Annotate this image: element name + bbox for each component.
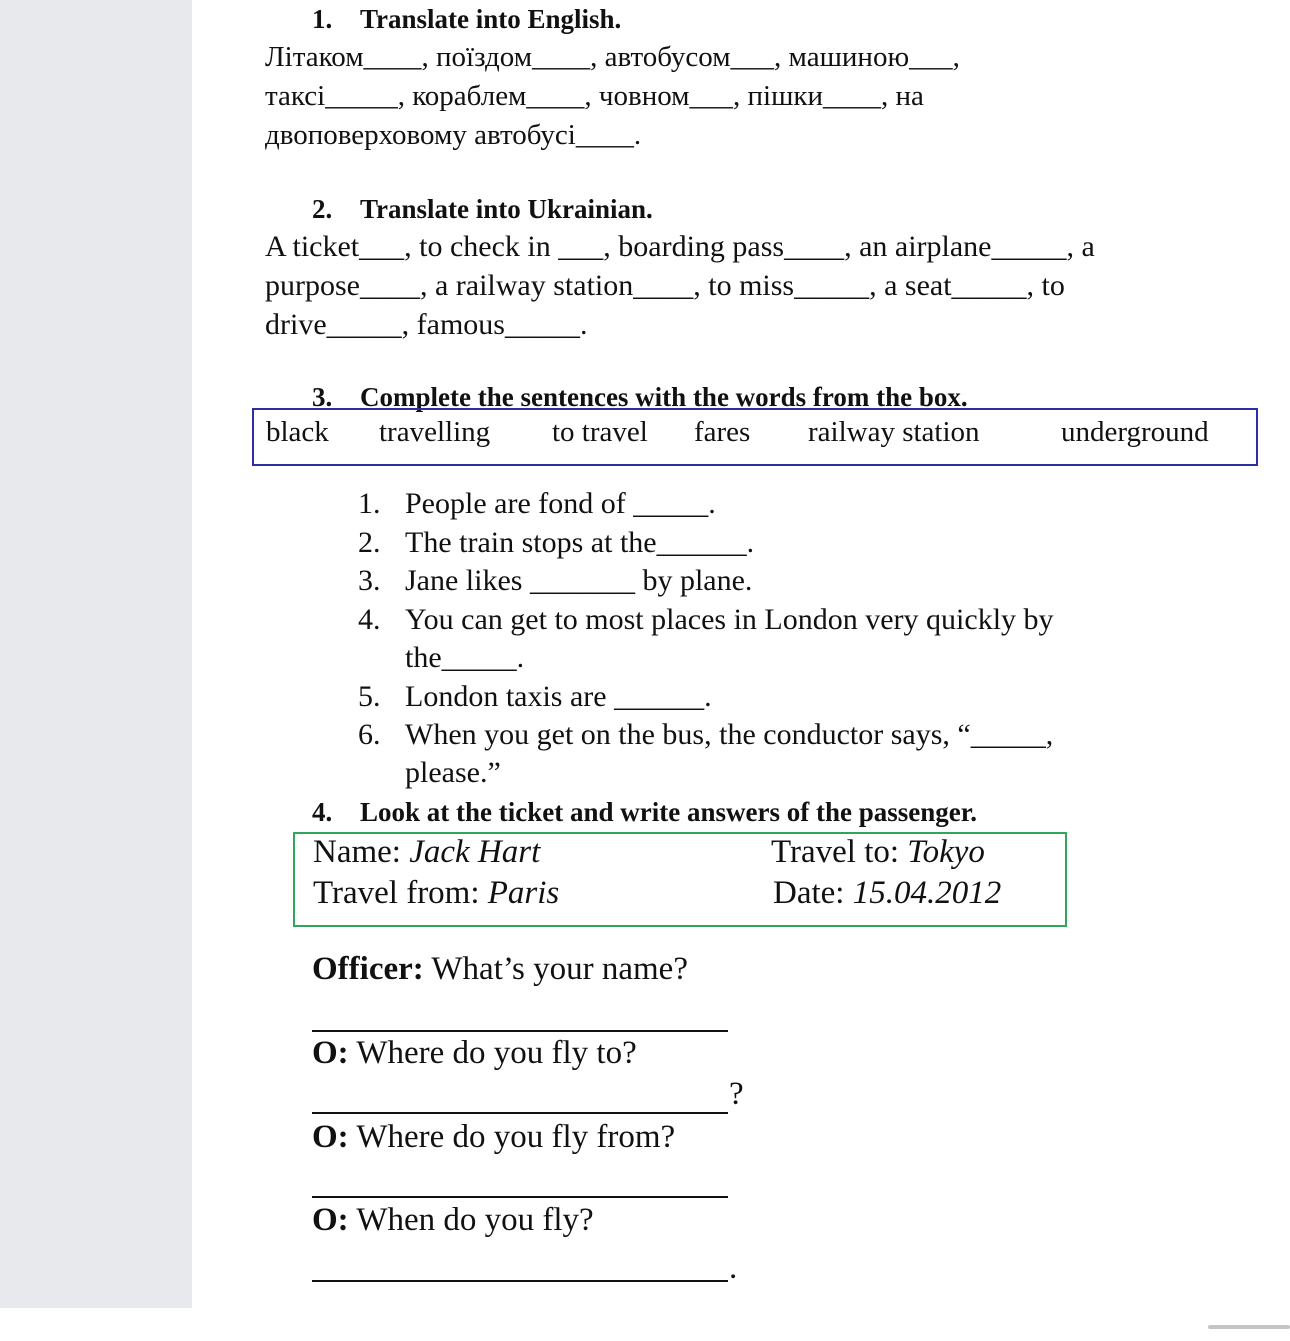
ticket-box [293, 832, 1067, 927]
ticket-destination [771, 834, 985, 871]
ticket-name [313, 834, 540, 871]
word-box-item: to travel [552, 416, 648, 448]
ticket-origin-label: Travel from: [313, 875, 488, 911]
ex1-line: Літаком____, поїздом____, автобусом___, машиною___, [265, 41, 960, 73]
sentence-number: 5. [358, 680, 381, 713]
left-margin-panel [0, 0, 192, 1308]
ex2-line: A ticket___, to check in ___, boarding pass____, an airplane_____, a [265, 230, 1095, 263]
sentence-number: 3. [358, 564, 381, 597]
ticket-origin-value: Paris [487, 875, 560, 911]
word-box-item: railway station [808, 416, 980, 448]
ex1-line: таксі_____, кораблем____, човном___, пішки____, на [265, 80, 924, 112]
ex4-number: 4. [312, 797, 333, 827]
answer-punctuation: . [729, 1250, 738, 1286]
dialogue-text: When do you fly? [348, 1202, 594, 1238]
sentence-number: 6. [358, 718, 381, 751]
answer-line[interactable] [312, 1280, 728, 1282]
ex2-line: drive_____, famous_____. [265, 308, 588, 341]
ex1-line: двоповерховому автобусі____. [265, 119, 642, 151]
ex4-title: Look at the ticket and write answers of the passenger. [360, 797, 977, 827]
ticket-date-label: Date: [773, 875, 853, 911]
sentence-continuation: please.” [405, 756, 501, 789]
sentence-text: London taxis are ______. [405, 680, 712, 713]
dialogue-question [312, 951, 688, 988]
word-box-item: black [266, 416, 329, 448]
sentence-item [358, 564, 752, 598]
ticket-name-label: Name: [313, 834, 410, 870]
ex1-number: 1. [312, 4, 333, 34]
sentence-item [358, 526, 754, 560]
sentence-number: 1. [358, 487, 381, 520]
ticket-destination-value: Tokyo [907, 834, 985, 870]
ex2-body [265, 227, 1095, 344]
word-box-item: travelling [379, 416, 491, 448]
dialogue-speaker: Officer: [312, 951, 424, 987]
dialogue-question [312, 1119, 675, 1156]
word-box-item: underground [1061, 416, 1209, 448]
ticket-date-value: 15.04.2012 [852, 875, 1002, 911]
answer-line[interactable] [312, 1112, 728, 1114]
ex1-title: Translate into English. [360, 4, 622, 34]
dialogue-speaker: O: [312, 1202, 349, 1238]
ex1-body [265, 38, 960, 155]
ticket-destination-label: Travel to: [771, 834, 908, 870]
ex4-heading [312, 797, 977, 828]
dialogue-question [312, 1202, 594, 1239]
ex2-title: Translate into Ukrainian. [360, 194, 653, 224]
ex2-number: 2. [312, 194, 333, 224]
sentence-number: 4. [358, 603, 381, 636]
word-box-item: fares [694, 416, 751, 448]
sentence-text: You can get to most places in London very quickly by [405, 603, 1054, 636]
word-box [252, 408, 1258, 466]
ex2-heading [312, 194, 653, 225]
horizontal-scrollbar[interactable] [1208, 1325, 1290, 1329]
ex3-title: Complete the sentences with the words from the box. [360, 382, 968, 412]
sentence-text: When you get on the bus, the conductor says, “_____, [405, 718, 1054, 751]
sentence-item [358, 487, 716, 521]
ticket-origin [313, 875, 559, 912]
ticket-name-value: Jack Hart [409, 834, 541, 870]
sentence-item [358, 680, 712, 714]
sentence-text: Jane likes _______ by plane. [405, 564, 753, 597]
dialogue-question [312, 1035, 637, 1072]
sentence-continuation: the_____. [405, 641, 525, 674]
ex1-heading [312, 4, 621, 35]
ticket-date [773, 875, 1001, 912]
sentence-item [358, 718, 1053, 752]
sentence-number: 2. [358, 526, 381, 559]
sentence-text: The train stops at the______. [405, 526, 755, 559]
answer-punctuation: ? [729, 1076, 744, 1112]
dialogue-text: Where do you fly from? [348, 1119, 676, 1155]
answer-line[interactable] [312, 1030, 728, 1032]
answer-line[interactable] [312, 1196, 728, 1198]
dialogue-text: What’s your name? [423, 951, 688, 987]
dialogue-speaker: O: [312, 1035, 349, 1071]
dialogue-speaker: O: [312, 1119, 349, 1155]
dialogue-text: Where do you fly to? [348, 1035, 637, 1071]
sentence-text: People are fond of _____. [405, 487, 716, 520]
sentence-item [358, 603, 1054, 637]
ex3-number: 3. [312, 382, 333, 412]
ex2-line: purpose____, a railway station____, to miss_____, a seat_____, to [265, 269, 1065, 302]
